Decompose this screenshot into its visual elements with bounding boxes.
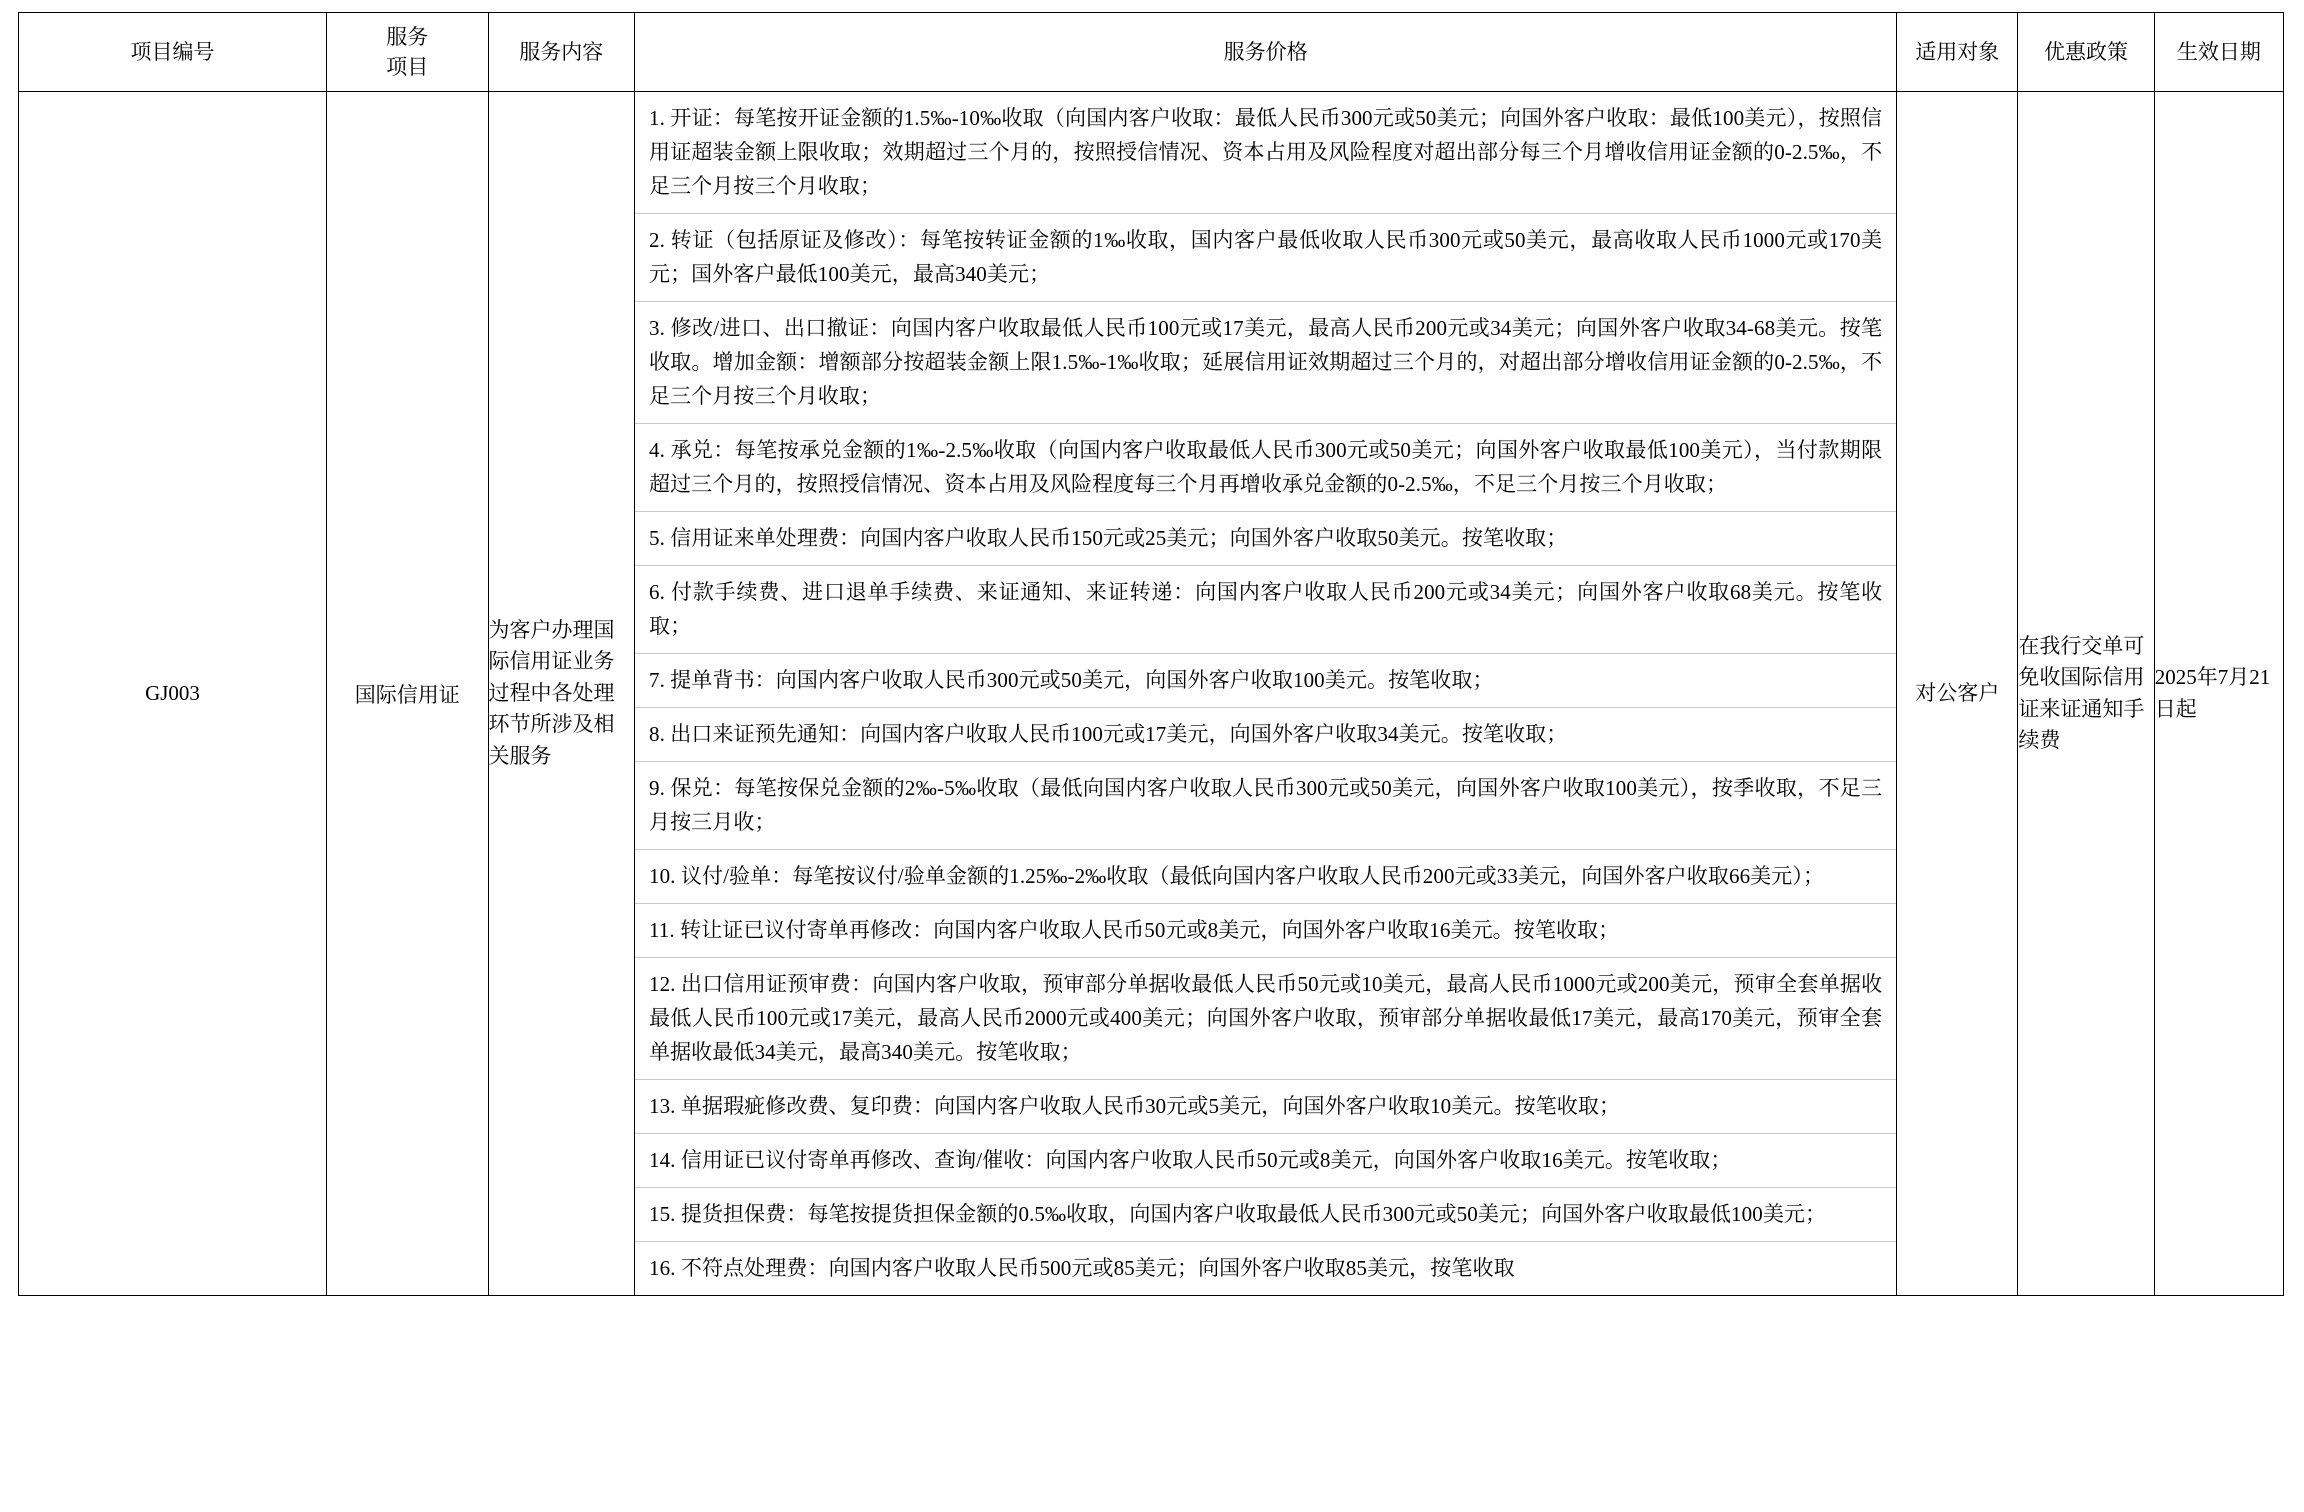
- cell-project-code: GJ003: [19, 92, 327, 1296]
- price-item: 8. 出口来证预先通知：向国内客户收取人民币100元或17美元，向国外客户收取34美元。按笔收取；: [635, 708, 1896, 762]
- price-item: 4. 承兑：每笔按承兑金额的1‰-2.5‰收取（向国内客户收取最低人民币300元或50美元；向国外客户收取最低100美元），当付款期限超过三个月的，按照授信情况、资本占用及风险程度每三个月再增收承兑金额的0-2.5‰，不足三个月按三个月收取；: [635, 424, 1896, 512]
- cell-service-price: [634, 92, 1896, 1296]
- column-header-service-item-line2: 项目: [386, 55, 429, 79]
- service-fee-table: [18, 12, 2284, 1296]
- cell-effective-date: 2025年7月21日起: [2154, 92, 2283, 1296]
- price-item: 6. 付款手续费、进口退单手续费、来证通知、来证转递：向国内客户收取人民币200元或34美元；向国外客户收取68美元。按笔收取；: [635, 566, 1896, 654]
- table-row: [19, 92, 2284, 1296]
- column-header-service-price: 服务价格: [634, 13, 1896, 92]
- column-header-effective-date: 生效日期: [2154, 13, 2283, 92]
- column-header-service-item: [326, 13, 488, 92]
- column-header-service-content: 服务内容: [488, 13, 634, 92]
- price-item: 14. 信用证已议付寄单再修改、查询/催收：向国内客户收取人民币50元或8美元，向国外客户收取16美元。按笔收取；: [635, 1134, 1896, 1188]
- price-item: 11. 转让证已议付寄单再修改：向国内客户收取人民币50元或8美元，向国外客户收取16美元。按笔收取；: [635, 904, 1896, 958]
- price-item: 1. 开证：每笔按开证金额的1.5‰-10‰收取（向国内客户收取：最低人民币300元或50美元；向国外客户收取：最低100美元），按照信用证超装金额上限收取；效期超过三个月的，按照授信情况、资本占用及风险程度对超出部分每三个月增收信用证金额的0-2.5‰，不足三个月按三个月收取；: [635, 92, 1896, 214]
- cell-applicable-target: 对公客户: [1897, 92, 2018, 1296]
- price-item: 12. 出口信用证预审费：向国内客户收取，预审部分单据收最低人民币50元或10美元，最高人民币1000元或200美元，预审全套单据收最低人民币100元或17美元，最高人民币2000元或400美元；向国外客户收取，预审部分单据收最低17美元，最高170美元，预审全套单据收最低34美元，最高340美元。按笔收取；: [635, 958, 1896, 1080]
- price-item-list: [635, 92, 1896, 1295]
- price-item: 10. 议付/验单：每笔按议付/验单金额的1.25‰-2‰收取（最低向国内客户收取人民币200元或33美元，向国外客户收取66美元）；: [635, 850, 1896, 904]
- column-header-applicable-target: 适用对象: [1897, 13, 2018, 92]
- column-header-service-item-line1: 服务: [386, 24, 429, 49]
- cell-preferential-policy: 在我行交单可免收国际信用证来证通知手续费: [2018, 92, 2154, 1296]
- price-item: 9. 保兑：每笔按保兑金额的2‰-5‰收取（最低向国内客户收取人民币300元或50美元，向国外客户收取100美元），按季收取，不足三月按三月收；: [635, 762, 1896, 850]
- price-item: 13. 单据瑕疵修改费、复印费：向国内客户收取人民币30元或5美元，向国外客户收取10美元。按笔收取；: [635, 1080, 1896, 1134]
- cell-service-content: 为客户办理国际信用证业务过程中各处理环节所涉及相关服务: [488, 92, 634, 1296]
- price-item: 16. 不符点处理费：向国内客户收取人民币500元或85美元；向国外客户收取85美元，按笔收取: [648, 1256, 1515, 1281]
- price-item: 7. 提单背书：向国内客户收取人民币300元或50美元，向国外客户收取100美元。按笔收取；: [635, 654, 1896, 708]
- table-header-row: [19, 13, 2284, 92]
- price-item: 3. 修改/进口、出口撤证：向国内客户收取最低人民币100元或17美元，最高人民币200元或34美元；向国外客户收取34-68美元。按笔收取。增加金额：增额部分按超装金额上限1.5‰-1‰收取；延展信用证效期超过三个月的，对超出部分增收信用证金额的0-2.5‰，不足三个月按三个月收取；: [635, 302, 1896, 424]
- price-item: 5. 信用证来单处理费：向国内客户收取人民币150元或25美元；向国外客户收取50美元。按笔收取；: [635, 512, 1896, 566]
- column-header-preferential-policy: 优惠政策: [2018, 13, 2154, 92]
- column-header-project-code: 项目编号: [19, 13, 327, 92]
- price-item: 2. 转证（包括原证及修改）：每笔按转证金额的1‰收取，国内客户最低收取人民币300元或50美元，最高收取人民币1000元或170美元；国外客户最低100美元，最高340美元；: [635, 214, 1896, 302]
- cell-service-item: 国际信用证: [326, 92, 488, 1296]
- price-item: 15. 提货担保费：每笔按提货担保金额的0.5‰收取，向国内客户收取最低人民币300元或50美元；向国外客户收取最低100美元；: [635, 1188, 1896, 1242]
